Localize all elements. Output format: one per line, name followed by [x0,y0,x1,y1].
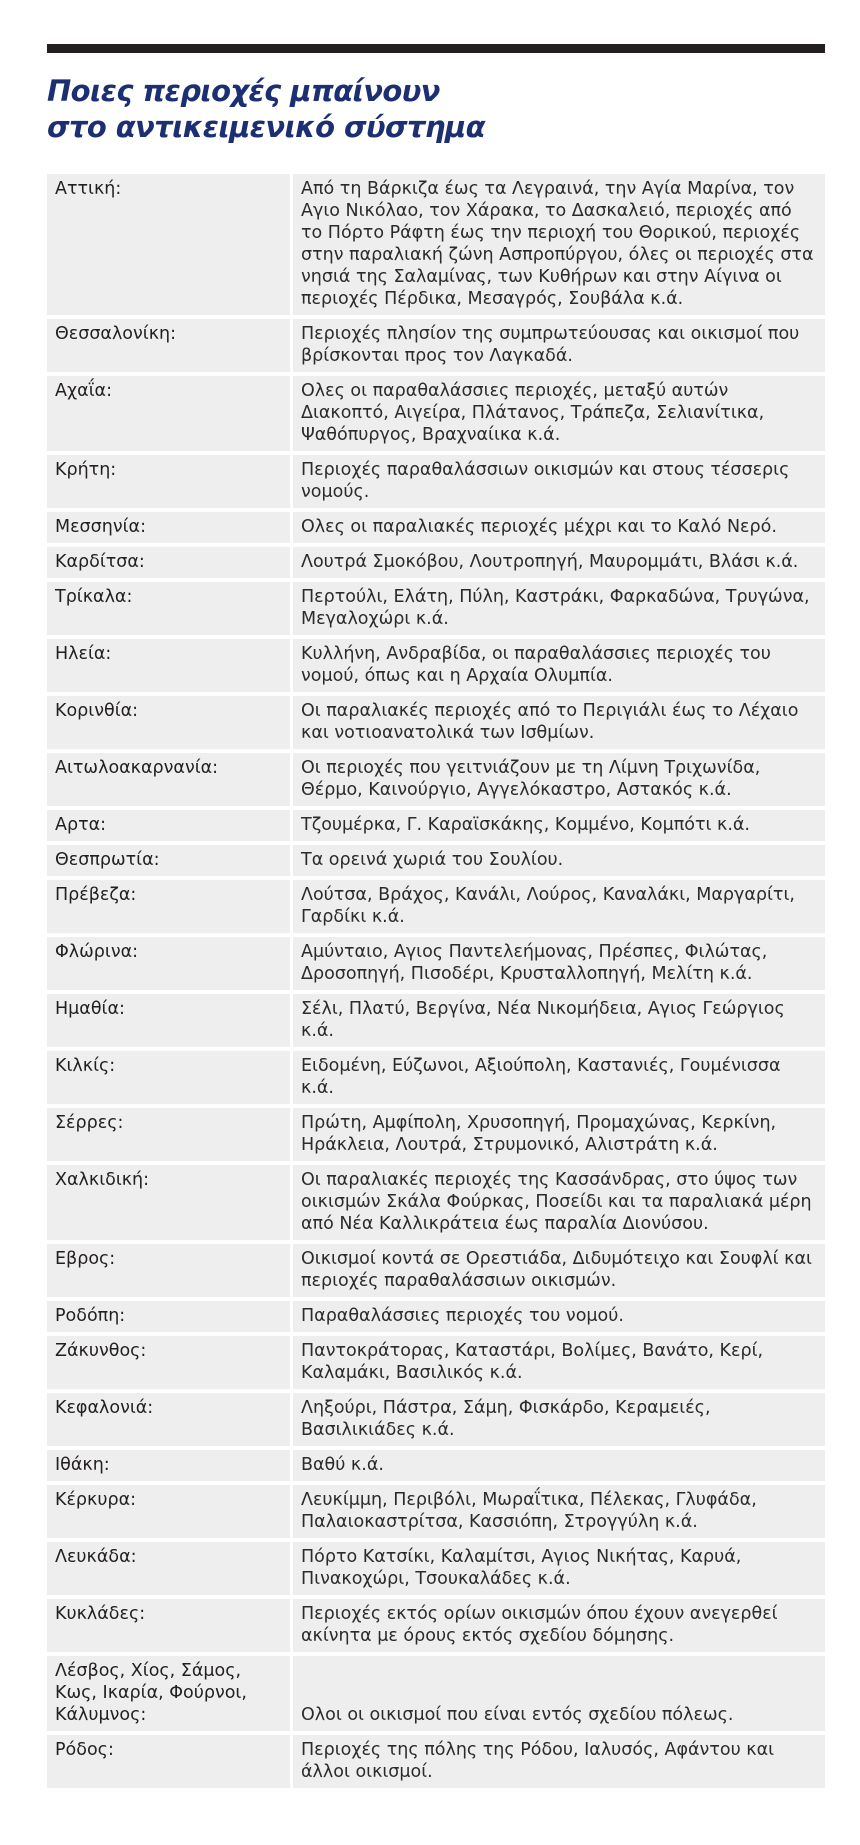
region-row [47,455,825,508]
region-name: Καρδίτσα: [47,547,293,578]
region-row [47,845,825,876]
region-areas: Από τη Βάρκιζα έως τα Λεγραινά, την Αγία Μαρίνα, τον Αγιο Νικόλαο, τον Χάρακα, το Δασκαλειό, περιοχές από το Πόρτο Ράφτη έως την περιοχή του Θορικού, περιοχές στην παραλιακή ζώνη Ασπροπύργου, όλες οι περιοχές στα νησιά της Σαλαμίνας, των Κυθήρων και στην Αίγινα οι περιοχές Πέρδικα, Μεσαγρός, Σουβάλα κ.ά. [293,174,825,315]
region-name: Λευκάδα: [47,1542,293,1595]
region-row [47,1336,825,1389]
region-name: Ιθάκη: [47,1450,293,1481]
region-row [47,1599,825,1652]
region-name: Αχαΐα: [47,376,293,451]
region-row [47,994,825,1047]
region-row [47,174,825,315]
regions-table-body [47,174,825,1788]
region-areas: Οικισμοί κοντά σε Ορεστιάδα, Διδυμότειχο και Σουφλί και περιοχές παραθαλάσσιων οικισμών. [293,1244,825,1297]
region-name: Θεσσαλονίκη: [47,319,293,372]
region-row [47,376,825,451]
region-areas: Πρώτη, Αμφίπολη, Χρυσοπηγή, Προμαχώνας, Κερκίνη, Ηράκλεια, Λουτρά, Στρυμονικό, Αλιστράτη κ.ά. [293,1108,825,1161]
region-row [47,639,825,692]
region-areas: Παραθαλάσσιες περιοχές του νομού. [293,1301,825,1332]
region-row [47,1244,825,1297]
region-row [47,319,825,372]
region-areas: Τζουμέρκα, Γ. Καραϊσκάκης, Κομμένο, Κομπότι κ.ά. [293,810,825,841]
region-row [47,810,825,841]
article-title [47,73,825,145]
region-areas: Ολες οι παραλιακές περιοχές μέχρι και το Καλό Νερό. [293,512,825,543]
region-name: Κιλκίς: [47,1051,293,1104]
region-name: Σέρρες: [47,1108,293,1161]
region-areas: Περτούλι, Ελάτη, Πύλη, Καστράκι, Φαρκαδώνα, Τρυγώνα, Μεγαλοχώρι κ.ά. [293,582,825,635]
region-areas: Κυλλήνη, Ανδραβίδα, οι παραθαλάσσιες περιοχές του νομού, όπως και η Αρχαία Ολυμπία. [293,639,825,692]
region-row [47,1051,825,1104]
region-row [47,512,825,543]
region-name: Λέσβος, Χίος, Σάμος, Κως, Ικαρία, Φούρνοι, Κάλυμνος: [47,1656,293,1731]
region-areas: Ολοι οι οικισμοί που είναι εντός σχεδίου πόλεως. [293,1656,825,1731]
region-name: Ζάκυνθος: [47,1336,293,1389]
region-row [47,1301,825,1332]
region-name: Ρόδος: [47,1735,293,1788]
region-areas: Περιοχές παραθαλάσσιων οικισμών και στους τέσσερις νομούς. [293,455,825,508]
region-name: Ημαθία: [47,994,293,1047]
region-name: Αιτωλοακαρνανία: [47,753,293,806]
region-name: Χαλκιδική: [47,1165,293,1240]
region-row [47,1656,825,1731]
region-areas: Ειδομένη, Εύζωνοι, Αξιούπολη, Καστανιές, Γουμένισσα κ.ά. [293,1051,825,1104]
region-row [47,547,825,578]
region-name: Κορινθία: [47,696,293,749]
region-name: Αττική: [47,174,293,315]
region-row [47,696,825,749]
region-areas: Βαθύ κ.ά. [293,1450,825,1481]
region-row [47,753,825,806]
region-name: Εβρος: [47,1244,293,1297]
region-areas: Λουτρά Σμοκόβου, Λουτροπηγή, Μαυρομμάτι, Βλάσι κ.ά. [293,547,825,578]
region-row [47,1165,825,1240]
region-areas: Περιοχές εκτός ορίων οικισμών όπου έχουν ανεγερθεί ακίνητα με όρους εκτός σχεδίου δόμησης. [293,1599,825,1652]
region-areas: Ολες οι παραθαλάσσιες περιοχές, μεταξύ αυτών Διακοπτό, Αιγείρα, Πλάτανος, Τράπεζα, Σελιανίτικα, Ψαθόπυργος, Βραχναίικα κ.ά. [293,376,825,451]
region-row [47,1108,825,1161]
region-name: Θεσπρωτία: [47,845,293,876]
top-rule [47,44,825,53]
region-areas: Σέλι, Πλατύ, Βεργίνα, Νέα Νικομήδεια, Αγιος Γεώργιος κ.ά. [293,994,825,1047]
region-name: Κεφαλονιά: [47,1393,293,1446]
region-name: Μεσσηνία: [47,512,293,543]
region-areas: Οι περιοχές που γειτνιάζουν με τη Λίμνη Τριχωνίδα, Θέρμο, Καινούργιο, Αγγελόκαστρο, Αστακός κ.ά. [293,753,825,806]
region-row [47,1485,825,1538]
region-areas: Περιοχές της πόλης της Ρόδου, Ιαλυσός, Αφάντου και άλλοι οικισμοί. [293,1735,825,1788]
article-title-line-2: στο αντικειμενικό σύστημα [47,110,485,144]
region-name: Φλώρινα: [47,937,293,990]
region-row [47,880,825,933]
region-row [47,1393,825,1446]
region-areas: Ληξούρι, Πάστρα, Σάμη, Φισκάρδο, Κεραμειές, Βασιλικιάδες κ.ά. [293,1393,825,1446]
region-areas: Αμύνταιο, Αγιος Παντελεήμονας, Πρέσπες, Φιλώτας, Δροσοπηγή, Πισοδέρι, Κρυσταλλοπηγή, Μελίτη κ.ά. [293,937,825,990]
regions-table [47,170,825,1792]
article-title-line-1: Ποιες περιοχές μπαίνουν [47,74,440,108]
region-areas: Τα ορεινά χωριά του Σουλίου. [293,845,825,876]
region-areas: Οι παραλιακές περιοχές από το Περιγιάλι έως το Λέχαιο και νοτιοανατολικά των Ισθμίων. [293,696,825,749]
region-name: Κρήτη: [47,455,293,508]
region-areas: Οι παραλιακές περιοχές της Κασσάνδρας, στο ύψος των οικισμών Σκάλα Φούρκας, Ποσείδι και τα παραλιακά μέρη από Νέα Καλλικράτεια έως παραλία Διονύσου. [293,1165,825,1240]
region-name: Κυκλάδες: [47,1599,293,1652]
region-areas: Λούτσα, Βράχος, Κανάλι, Λούρος, Καναλάκι, Μαργαρίτι, Γαρδίκι κ.ά. [293,880,825,933]
region-name: Ροδόπη: [47,1301,293,1332]
region-name: Αρτα: [47,810,293,841]
region-name: Ηλεία: [47,639,293,692]
region-name: Τρίκαλα: [47,582,293,635]
region-row [47,1735,825,1788]
region-areas: Παντοκράτορας, Καταστάρι, Βολίμες, Βανάτο, Κερί, Καλαμάκι, Βασιλικός κ.ά. [293,1336,825,1389]
region-row [47,937,825,990]
region-name: Κέρκυρα: [47,1485,293,1538]
region-name: Πρέβεζα: [47,880,293,933]
region-areas: Λευκίμμη, Περιβόλι, Μωραΐτικα, Πέλεκας, Γλυφάδα, Παλαιοκαστρίτσα, Κασσιόπη, Στρογγύλη κ.ά. [293,1485,825,1538]
region-areas: Πόρτο Κατσίκι, Καλαμίτσι, Αγιος Νικήτας, Καρυά, Πινακοχώρι, Τσουκαλάδες κ.ά. [293,1542,825,1595]
region-areas: Περιοχές πλησίον της συμπρωτεύουσας και οικισμοί που βρίσκονται προς τον Λαγκαδά. [293,319,825,372]
region-row [47,582,825,635]
region-row [47,1450,825,1481]
region-row [47,1542,825,1595]
